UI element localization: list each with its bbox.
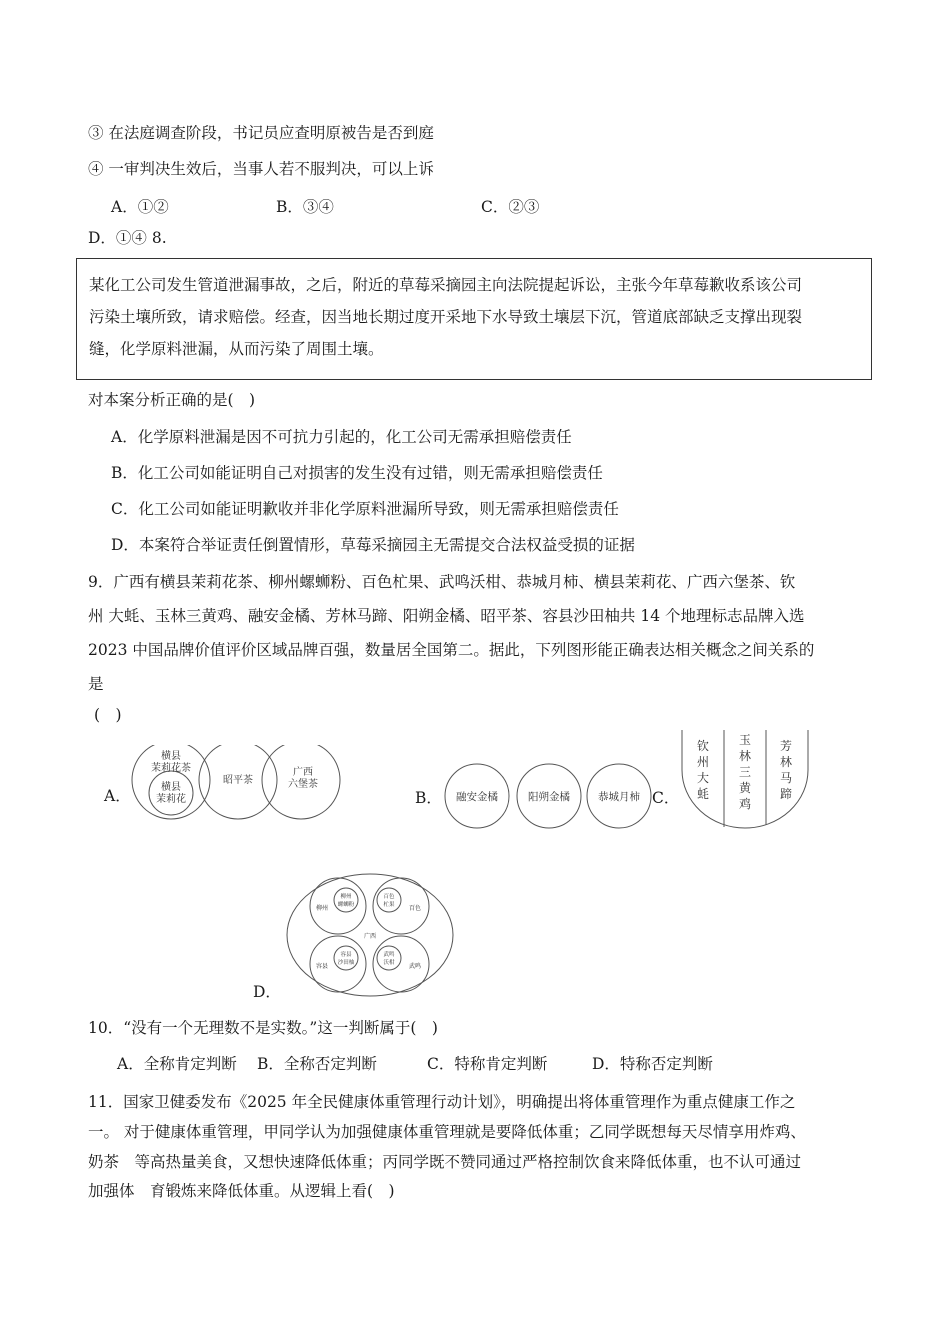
fig-d-g2-inner-2: 杧果 [383, 902, 395, 908]
fig-a-inner-line1: 横县 [161, 782, 181, 793]
q9-label-c: C． [652, 789, 680, 807]
fig-c-col1-char: 大 [696, 771, 710, 785]
fig-b-c3: 恭城月柿 [598, 791, 640, 803]
q8-option-a: A．化学原料泄漏是因不可抗力引起的，化工公司无需承担赔偿责任 [111, 428, 572, 446]
fig-c-col3-char: 马 [779, 771, 793, 785]
fig-a-c3-line1: 广西 [293, 767, 313, 778]
fig-c-col2-char: 鸡 [738, 797, 752, 811]
q11-stem-line-1: 11．国家卫健委发布《2025 年全民健康体重管理行动计划》，明确提出将体重管理作为重点健康工作之 [88, 1093, 796, 1111]
fig-d-g1-inner-2: 螺蛳粉 [337, 902, 355, 908]
q7-item-4: ④ 一审判决生效后，当事人若不服判决，可以上诉 [88, 160, 434, 178]
fig-c-col2-char: 玉 [738, 733, 752, 747]
q9-stem-line-2: 州 大蚝、玉林三黄鸡、融安金橘、芳林马蹄、阳朔金橘、昭平茶、容县沙田柚共 14 个地理标志品牌入选 [88, 607, 805, 625]
fig-c-col3-char: 蹄 [779, 787, 793, 801]
q9-label-a: A． [104, 787, 131, 805]
fig-a-c2: 昭平茶 [223, 775, 253, 786]
fig-c-col2-char: 林 [738, 749, 752, 763]
fig-d-center: 广西 [363, 933, 377, 940]
fig-d-g3-inner-1: 容县 [340, 952, 352, 958]
q9-figure-a [125, 745, 345, 827]
fig-d-g4-inner-1: 武鸣 [383, 952, 395, 958]
fig-c-col1-char: 蚝 [696, 787, 710, 801]
q11-stem-line-2: 一。 对于健康体重管理，甲同学认为加强健康体重管理就是要降低体重；乙同学既想每天尽情享用炸鸡、 [88, 1123, 806, 1141]
q9-stem-line-1: 9．广西有横县茉莉花茶、柳州螺蛳粉、百色杧果、武鸣沃柑、恭城月柿、横县茉莉花、广西六堡茶、钦 [88, 573, 796, 591]
fig-d-g2-outer: 百色 [408, 905, 422, 912]
q8-option-b: B．化工公司如能证明自己对损害的发生没有过错，则无需承担赔偿责任 [111, 464, 603, 482]
q8-option-c: C．化工公司如能证明歉收并非化学原料泄漏所导致，则无需承担赔偿责任 [111, 500, 619, 518]
fig-a-c3-line2: 六堡茶 [288, 779, 318, 790]
q7-option-b: B．③④ [276, 198, 334, 216]
fig-c-col1-char: 州 [696, 755, 710, 769]
q9-stem-line-3: 2023 中国品牌价值评价区域品牌百强，数量居全国第二。据此，下列图形能正确表达相关概念之间关系的 [88, 641, 815, 659]
q10-option-d: D．特称否定判断 [592, 1055, 713, 1073]
q11-stem-line-3: 奶茶 等高热量美食，又想快速降低体重；丙同学既不赞同通过严格控制饮食来降低体重，也不认可通过 [88, 1153, 802, 1171]
fig-a-c1-line1: 横县 [161, 751, 181, 762]
q8-stem: 对本案分析正确的是( ) [88, 391, 256, 409]
fig-a-c1-line2: 茉莉花茶 [151, 763, 191, 774]
q8-option-d: D．本案符合举证责任倒置情形，草莓采摘园主无需提交合法权益受损的证据 [111, 536, 635, 554]
fig-d-g1-inner-1: 柳州 [340, 894, 352, 900]
q9-answer-paren: ( ) [94, 706, 122, 724]
q8-material-box [76, 258, 872, 380]
fig-c-col3-char: 芳 [779, 739, 793, 753]
q8-material-line-1: 某化工公司发生管道泄漏事故，之后，附近的草莓采摘园主向法院提起诉讼，主张今年草莓歉收系该公司 [89, 276, 803, 294]
q9-figure-b [440, 760, 660, 832]
fig-d-g4-inner-2: 沃柑 [383, 960, 395, 966]
fig-c-col2-char: 三 [738, 765, 752, 779]
q7-option-d: D．①④ 8. [88, 229, 167, 247]
fig-c-col3-char: 林 [779, 755, 793, 769]
q8-material-line-3: 缝，化学原料泄漏，从而污染了周围土壤。 [89, 340, 384, 358]
q10-option-c: C．特称肯定判断 [427, 1055, 548, 1073]
fig-d-g3-inner-2: 沙田柚 [337, 960, 355, 966]
q7-option-a: A．①② [111, 198, 169, 216]
q8-material-line-2: 污染土壤所致，请求赔偿。经查，因当地长期过度开采地下水导致土壤层下沉，管道底部缺乏支撑出现裂 [89, 308, 803, 326]
q9-figure-d [284, 872, 456, 1000]
q11-stem-line-4: 加强体 育锻炼来降低体重。从逻辑上看( ) [88, 1182, 395, 1200]
fig-c-col2-char: 黄 [738, 781, 752, 795]
q10-option-a: A．全称肯定判断 [117, 1055, 237, 1073]
fig-d-g3-outer: 容县 [315, 963, 329, 970]
q9-label-d: D． [253, 983, 281, 1001]
fig-c-col1-char: 钦 [696, 739, 710, 753]
q10-stem: 10．“没有一个无理数不是实数。”这一判断属于( ) [88, 1019, 438, 1037]
fig-b-c2: 阳朔金橘 [528, 791, 570, 803]
q9-stem-line-4: 是 [88, 675, 104, 693]
q9-label-b: B． [415, 789, 442, 807]
q7-item-3: ③ 在法庭调查阶段，书记员应查明原被告是否到庭 [88, 124, 434, 142]
fig-a-inner-line2: 茉莉花 [156, 794, 186, 805]
fig-d-g1-outer: 柳州 [315, 905, 329, 912]
q9-figure-c [680, 730, 810, 830]
q7-option-c: C．②③ [481, 198, 540, 216]
fig-d-g4-outer: 武鸣 [408, 963, 422, 970]
q10-option-b: B．全称否定判断 [257, 1055, 377, 1073]
fig-b-c1: 融安金橘 [456, 791, 498, 803]
fig-d-g2-inner-1: 百色 [383, 894, 395, 900]
